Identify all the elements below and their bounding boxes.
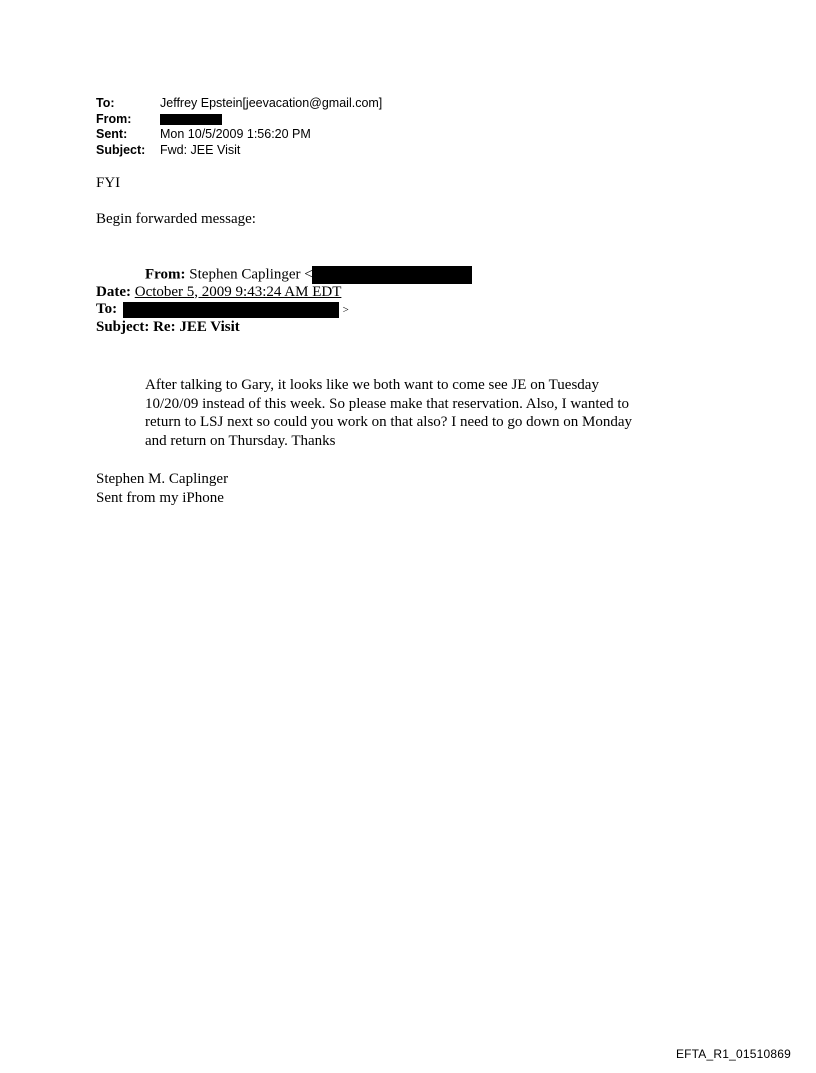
message-line: After talking to Gary, it looks like we both want to come see JE on Tuesday [145, 377, 599, 393]
message-body [145, 376, 685, 450]
header-subject-label: Subject: [96, 142, 146, 157]
fyi-text: FYI [96, 175, 121, 191]
document-id: EFTA_R1_01510869 [675, 1047, 791, 1061]
header-subject-row [96, 143, 382, 159]
header-sent-value: Mon 10/5/2009 1:56:20 PM [160, 127, 311, 141]
forwarded-from-label: From: [145, 266, 186, 283]
header-sent-row [96, 127, 382, 143]
forwarded-subject-value: Re: JEE Visit [153, 318, 240, 335]
forwarded-to-row [96, 301, 472, 319]
header-to-value: Jeffrey Epstein[jeevacation@gmail.com] [160, 96, 383, 110]
header-from-label: From: [96, 111, 132, 126]
forwarded-to-suffix: > [342, 304, 349, 316]
email-header [96, 96, 382, 158]
forwarded-subject-row [96, 319, 472, 337]
signature-name: Stephen M. Caplinger [96, 471, 229, 487]
header-from-value [160, 112, 222, 128]
signature-sent-from: Sent from my iPhone [96, 489, 224, 506]
forwarded-date-label: Date: [96, 283, 131, 300]
forwarded-date-value: October 5, 2009 9:43:24 AM EDT [134, 283, 342, 300]
forwarded-from-row [96, 266, 472, 284]
header-to-row [96, 96, 382, 112]
message-line: return to LSJ next so could you work on that also? I need to go down on Monday [145, 414, 633, 430]
redaction-bar [160, 114, 222, 125]
header-to-label: To: [96, 96, 115, 110]
forwarded-header [96, 266, 472, 336]
signature [96, 470, 228, 507]
header-subject-value: Fwd: JEE Visit [160, 142, 241, 157]
header-sent-label: Sent: [96, 127, 128, 141]
redaction-bar [123, 302, 339, 318]
message-line: 10/20/09 instead of this week. So please make that reservation. Also, I wanted to [145, 395, 630, 412]
forwarded-to-label: To: [96, 301, 118, 317]
begin-forwarded-text: Begin forwarded message: [96, 211, 256, 227]
redaction-bar [312, 266, 472, 284]
header-from-row [96, 112, 382, 128]
forwarded-date-row [96, 284, 472, 302]
message-line: and return on Thursday. Thanks [145, 432, 336, 449]
forwarded-subject-label: Subject: [96, 318, 150, 335]
forwarded-from-value: Stephen Caplinger < [189, 266, 313, 283]
